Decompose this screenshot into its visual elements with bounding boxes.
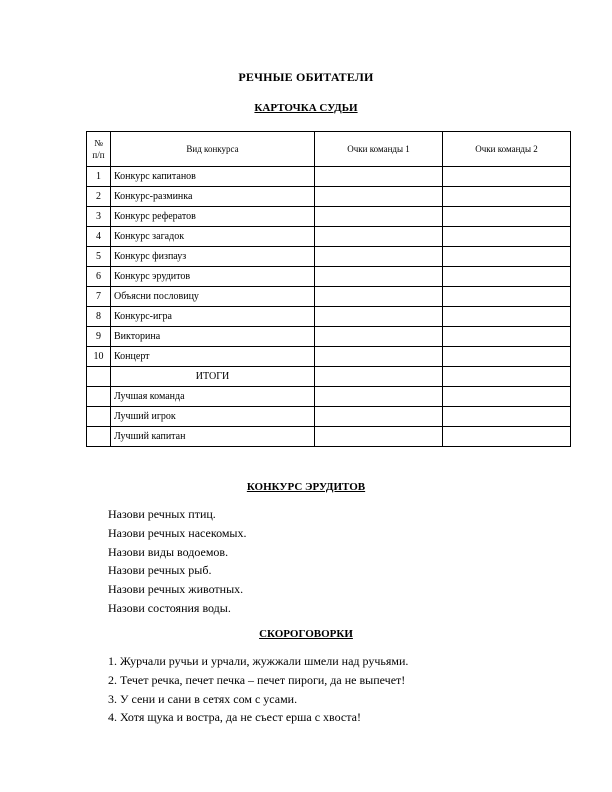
team2-result-cell[interactable] (443, 387, 571, 407)
team1-score-cell[interactable] (315, 207, 443, 227)
document-title: РЕЧНЫЕ ОБИТАТЕЛИ (238, 70, 374, 84)
table-row (87, 227, 571, 247)
result-label: Лучший игрок (111, 407, 315, 427)
team1-result-cell[interactable] (315, 387, 443, 407)
team2-score-cell[interactable] (443, 287, 571, 307)
list-item: Назови виды водоемов. (108, 544, 229, 559)
team2-score-cell[interactable] (443, 167, 571, 187)
row-contest: Конкурс загадок (111, 227, 315, 247)
team1-result-cell[interactable] (315, 427, 443, 447)
row-contest: Конкурс физпауз (111, 247, 315, 267)
table-row (87, 327, 571, 347)
team2-score-cell[interactable] (443, 247, 571, 267)
header-team1: Очки команды 1 (315, 132, 443, 167)
header-contest: Вид конкурса (111, 132, 315, 167)
list-item: Назови речных животных. (108, 582, 244, 597)
list-item: Назови речных птиц. (108, 507, 216, 521)
team2-score-cell[interactable] (443, 187, 571, 207)
table-row (87, 247, 571, 267)
list-item: Назови состояния воды. (108, 600, 231, 615)
list-item: 4. Хотя щука и востра, да не съест ерша с хвоста! (108, 710, 361, 725)
row-num: 4 (87, 227, 111, 247)
totals-label: ИТОГИ (111, 367, 315, 387)
list-item: 1. Журчали ручьи и урчали, жужжали шмели над ручьями. (108, 654, 409, 668)
header-num: № п/п (87, 132, 111, 167)
table-header-row (87, 132, 571, 167)
row-contest: Конкурс капитанов (111, 167, 315, 187)
result-num-cell (87, 407, 111, 427)
row-num: 2 (87, 187, 111, 207)
team2-score-cell[interactable] (443, 207, 571, 227)
erudite-heading: КОНКУРС ЭРУДИТОВ (246, 481, 366, 493)
row-num: 9 (87, 327, 111, 347)
result-row (87, 427, 571, 447)
team2-score-cell[interactable] (443, 347, 571, 367)
erudite-question-list (108, 505, 247, 618)
table-row (87, 307, 571, 327)
row-num: 3 (87, 207, 111, 227)
row-num: 5 (87, 247, 111, 267)
table-row (87, 267, 571, 287)
list-item: Назови речных насекомых. (108, 525, 247, 540)
team2-score-cell[interactable] (443, 327, 571, 347)
team1-score-cell[interactable] (315, 167, 443, 187)
row-contest: Конкурс-разминка (111, 187, 315, 207)
team1-score-cell[interactable] (315, 347, 443, 367)
team2-score-cell[interactable] (443, 227, 571, 247)
team1-total-cell[interactable] (315, 367, 443, 387)
team2-result-cell[interactable] (443, 427, 571, 447)
row-contest: Конкурс-игра (111, 307, 315, 327)
team2-score-cell[interactable] (443, 307, 571, 327)
team1-result-cell[interactable] (315, 407, 443, 427)
tongue-twisters-list (108, 652, 408, 727)
row-contest: Викторина (111, 327, 315, 347)
team1-score-cell[interactable] (315, 187, 443, 207)
row-contest: Конкурс эрудитов (111, 267, 315, 287)
result-num-cell (87, 387, 111, 407)
header-team2: Очки команды 2 (443, 132, 571, 167)
row-num: 8 (87, 307, 111, 327)
result-label: Лучшая команда (111, 387, 315, 407)
team1-score-cell[interactable] (315, 247, 443, 267)
list-item: Назови речных рыб. (108, 563, 212, 578)
table-row (87, 207, 571, 227)
row-num: 6 (87, 267, 111, 287)
tongue-twisters-heading: СКОРОГОВОРКИ (259, 628, 353, 640)
result-num-cell (87, 427, 111, 447)
team2-result-cell[interactable] (443, 407, 571, 427)
row-contest: Конкурс рефератов (111, 207, 315, 227)
table-row (87, 287, 571, 307)
team2-score-cell[interactable] (443, 267, 571, 287)
list-item: 3. У сени и сани в сетях сом с усами. (108, 691, 298, 706)
table-row (87, 167, 571, 187)
totals-row (87, 367, 571, 387)
totals-num-cell (87, 367, 111, 387)
team1-score-cell[interactable] (315, 307, 443, 327)
row-num: 10 (87, 347, 111, 367)
judge-score-table (86, 131, 571, 447)
row-contest: Концерт (111, 347, 315, 367)
row-num: 1 (87, 167, 111, 187)
row-num: 7 (87, 287, 111, 307)
document-subtitle: КАРТОЧКА СУДЬИ (254, 102, 358, 114)
row-contest: Объясни пословицу (111, 287, 315, 307)
result-row (87, 387, 571, 407)
result-row (87, 407, 571, 427)
result-label: Лучший капитан (111, 427, 315, 447)
team1-score-cell[interactable] (315, 267, 443, 287)
list-item: 2. Течет речка, печет печка – печет пироги, да не выпечет! (108, 672, 406, 687)
team2-total-cell[interactable] (443, 367, 571, 387)
table-row (87, 187, 571, 207)
team1-score-cell[interactable] (315, 227, 443, 247)
team1-score-cell[interactable] (315, 287, 443, 307)
table-row (87, 347, 571, 367)
team1-score-cell[interactable] (315, 327, 443, 347)
